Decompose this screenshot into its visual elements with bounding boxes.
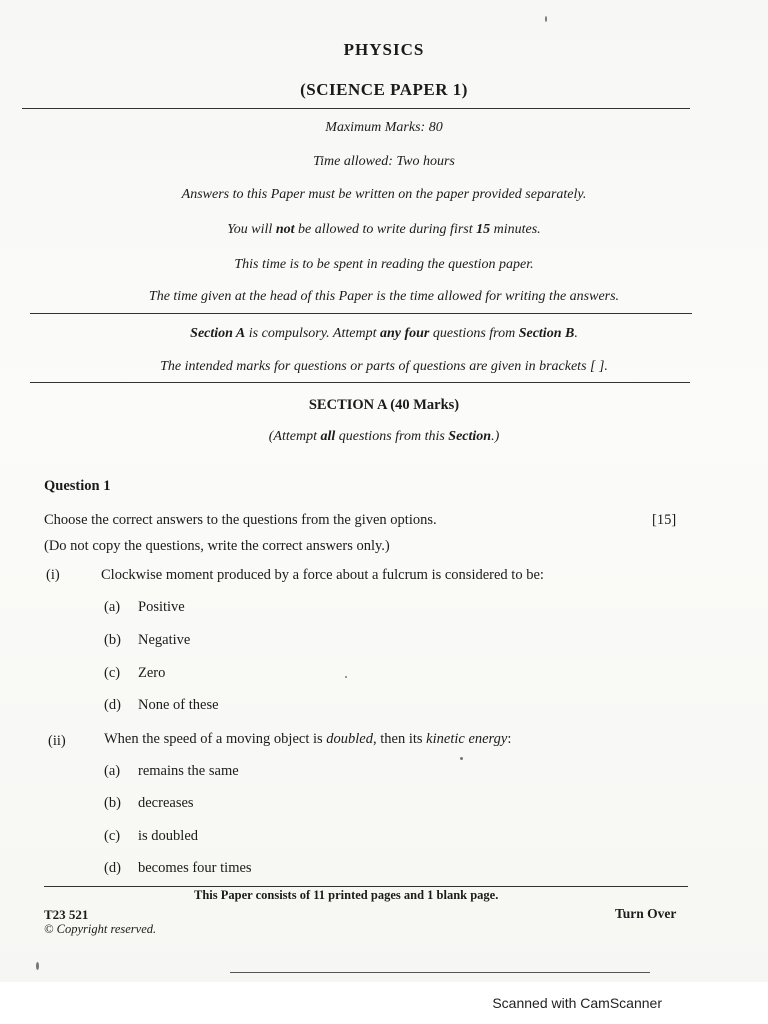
question-label: Question 1 xyxy=(44,478,111,494)
scan-speck xyxy=(345,676,347,678)
option: (c) is doubled xyxy=(104,828,199,844)
option: (a) Positive xyxy=(104,599,185,615)
paper-title: PHYSICS xyxy=(343,40,425,59)
option: (d) None of these xyxy=(104,697,219,713)
divider-section xyxy=(30,382,690,383)
option: (d) becomes four times xyxy=(104,860,252,876)
subquestion-number: (i) xyxy=(46,567,60,583)
writing-restriction: You will not be allowed to write during first 15 minutes. xyxy=(227,222,541,237)
max-marks: Maximum Marks: 80 xyxy=(325,120,443,135)
paper-code: T23 521 xyxy=(44,907,89,922)
page-edge-line xyxy=(230,972,650,973)
scan-speck xyxy=(545,16,547,22)
time-allowed: Time allowed: Two hours xyxy=(313,154,455,169)
option: (b) Negative xyxy=(104,632,191,648)
copyright: © Copyright reserved. xyxy=(44,922,157,936)
turn-over: Turn Over xyxy=(615,906,677,921)
question-intro: Choose the correct answers to the questions from the given options. xyxy=(44,512,437,528)
answers-instruction: Answers to this Paper must be written on the paper provided separately. xyxy=(181,187,587,202)
section-note: (Attempt all questions from this Section.) xyxy=(268,429,500,444)
time-given-instruction: The time given at the head of this Paper is the time allowed for writing the answers. xyxy=(148,289,620,304)
paper-subtitle: (SCIENCE PAPER 1) xyxy=(300,80,468,99)
marks-instruction: The intended marks for questions or parts of questions are given in brackets [ ]. xyxy=(160,359,608,374)
pages-note: This Paper consists of 11 printed pages and 1 blank page. xyxy=(194,888,499,902)
scan-speck xyxy=(36,962,39,970)
question-note: (Do not copy the questions, write the correct answers only.) xyxy=(44,538,390,554)
subquestion-text: Clockwise moment produced by a force about a fulcrum is considered to be: xyxy=(101,567,544,583)
section-title: SECTION A (40 Marks) xyxy=(308,397,460,413)
subquestion-text: When the speed of a moving object is doubled, then its kinetic energy: xyxy=(104,731,512,747)
scan-speck xyxy=(460,757,463,760)
reading-instruction: This time is to be spent in reading the question paper. xyxy=(234,257,534,272)
option: (b) decreases xyxy=(104,795,194,811)
scanner-watermark: Scanned with CamScanner xyxy=(492,995,662,1011)
divider-top xyxy=(22,108,690,109)
divider-instructions xyxy=(30,313,692,314)
divider-footer xyxy=(44,886,688,887)
question-marks: [15] xyxy=(652,512,677,528)
subquestion-number: (ii) xyxy=(48,733,66,749)
option: (c) Zero xyxy=(104,665,166,681)
option: (a) remains the same xyxy=(104,763,239,779)
section-compulsory-instruction: Section A is compulsory. Attempt any four questions from Section B. xyxy=(190,326,578,341)
scanner-strip xyxy=(0,982,768,1024)
